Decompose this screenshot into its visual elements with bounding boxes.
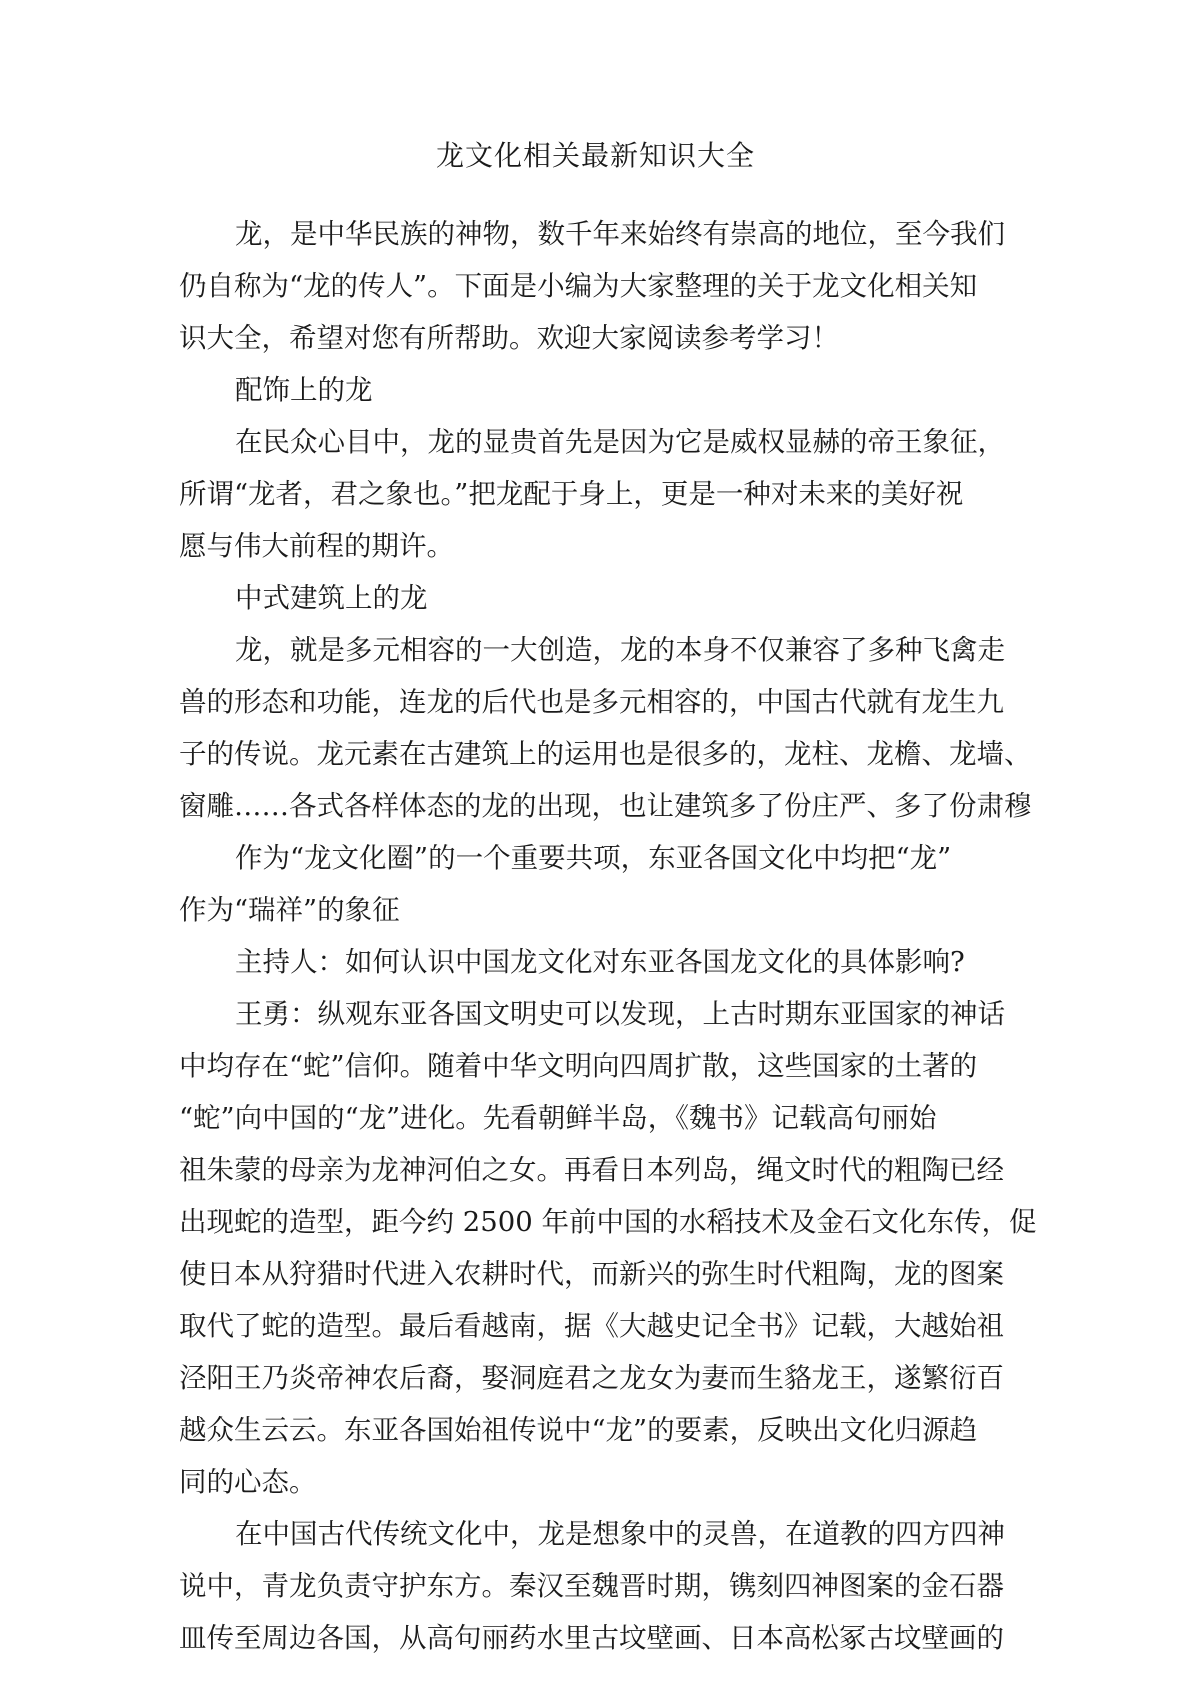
- text-line: 祖朱蒙的母亲为龙神河伯之女。再看日本列岛，绳文时代的粗陶已经: [179, 1154, 1004, 1186]
- text-line: 窗雕……各式各样体态的龙的出现，也让建筑多了份庄严、多了份肃穆: [179, 790, 1032, 822]
- text-line: 中均存在“蛇”信仰。随着中华文明向四周扩散，这些国家的土著的: [179, 1050, 978, 1082]
- text-line: 泾阳王乃炎帝神农后裔，娶洞庭君之龙女为妻而生貉龙王，遂繁衍百: [179, 1362, 1004, 1394]
- text-line: 出现蛇的造型，距今约 2500 年前中国的水稻技术及金石文化东传，促: [179, 1206, 1037, 1238]
- text-line: 在中国古代传统文化中，龙是想象中的灵兽，在道教的四方四神: [235, 1518, 1005, 1550]
- document-title: 龙文化相关最新知识大全: [435, 139, 755, 172]
- text-line: “蛇”向中国的“龙”进化。先看朝鲜半岛，《魏书》记载高句丽始: [179, 1102, 937, 1134]
- text-line: 作为“瑞祥”的象征: [179, 894, 400, 926]
- text-line: 子的传说。龙元素在古建筑上的运用也是很多的，龙柱、龙檐、龙墙、: [179, 738, 1032, 770]
- text-line: 仍自称为“龙的传人”。下面是小编为大家整理的关于龙文化相关知: [179, 270, 978, 302]
- text-line: 作为“龙文化圈”的一个重要共项，东亚各国文化中均把“龙”: [235, 842, 952, 874]
- text-line: 主持人：如何认识中国龙文化对东亚各国龙文化的具体影响?: [235, 946, 965, 978]
- document-body: [179, 208, 1037, 1664]
- text-line: 龙，是中华民族的神物，数千年来始终有崇高的地位，至今我们: [235, 218, 1005, 250]
- text-line: 同的心态。: [179, 1466, 317, 1498]
- text-line: 所谓“龙者，君之象也。”把龙配于身上，更是一种对未来的美好祝: [179, 478, 964, 510]
- text-line: 兽的形态和功能，连龙的后代也是多元相容的，中国古代就有龙生九: [179, 686, 1004, 718]
- text-line: 使日本从狩猎时代进入农耕时代，而新兴的弥生时代粗陶，龙的图案: [179, 1258, 1004, 1290]
- text-line: 愿与伟大前程的期许。: [179, 530, 454, 562]
- text-line: 王勇：纵观东亚各国文明史可以发现，上古时期东亚国家的神话: [235, 998, 1005, 1030]
- text-line: 在民众心目中，龙的显贵首先是因为它是威权显赫的帝王象征，: [235, 426, 1005, 458]
- text-line: 识大全，希望对您有所帮助。欢迎大家阅读参考学习！: [179, 322, 839, 354]
- text-line: 龙，就是多元相容的一大创造，龙的本身不仅兼容了多种飞禽走: [235, 634, 1005, 666]
- text-line: 中式建筑上的龙: [235, 582, 428, 614]
- text-line: 取代了蛇的造型。最后看越南，据《大越史记全书》记载，大越始祖: [179, 1310, 1004, 1342]
- text-line: 说中，青龙负责守护东方。秦汉至魏晋时期，镌刻四神图案的金石器: [179, 1570, 1004, 1602]
- text-line: 越众生云云。东亚各国始祖传说中“龙”的要素，反映出文化归源趋: [179, 1414, 978, 1446]
- text-line: 皿传至周边各国，从高句丽药水里古坟壁画、日本高松冢古坟壁画的: [179, 1622, 1004, 1654]
- text-line: 配饰上的龙: [235, 374, 373, 406]
